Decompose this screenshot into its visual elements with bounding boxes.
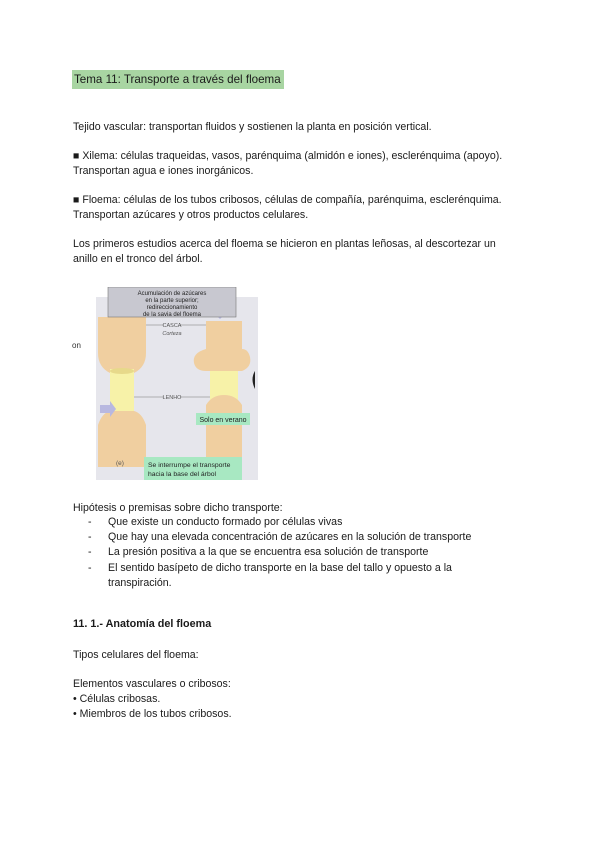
svg-text:hacia la base del árbol: hacia la base del árbol [148, 471, 217, 478]
tipos-paragraph: Tipos celulares del floema: [73, 649, 199, 661]
left-trunk-top [98, 317, 146, 353]
list-item: - La presión positiva a la que se encuentra esa solución de transporte [88, 545, 508, 560]
page-title: Tema 11: Transporte a través del floema [72, 70, 284, 89]
dash-marker: - [88, 531, 92, 544]
svg-text:Acumulación de azúcares: Acumulación de azúcares [137, 291, 207, 297]
section-heading: 11. 1.- Anatomía del floema [73, 618, 212, 630]
estudios-line-2: anillo en el tronco del árbol. [73, 253, 203, 265]
dash-marker: - [88, 546, 92, 559]
girdling-figure [72, 287, 258, 480]
dash-marker: - [88, 561, 92, 574]
bullet-celulas-cribosas: • Células cribosas. [73, 693, 161, 705]
figure-side-text: on [72, 341, 81, 350]
dash-marker: - [88, 516, 92, 528]
floema-line-2: Transportan azúcares y otros productos celulares. [73, 209, 309, 221]
xilema-line-2: Transportan agua e iones inorgánicos. [73, 165, 254, 177]
bullet-tubos-cribosos: • Miembros de los tubos cribosos. [73, 708, 232, 720]
svg-text:redireccionamiento: redireccionamiento [146, 305, 198, 311]
svg-text:de la savia del floema: de la savia del floema [142, 312, 202, 318]
verano-label: Solo en verano [199, 417, 247, 424]
xilema-line-1: ■ Xilema: células traqueidas, vasos, parénquima (almidón e iones), esclerénquima (apoyo). [73, 150, 503, 162]
elementos-paragraph: Elementos vasculares o cribosos: [73, 678, 231, 690]
floema-line-1: ■ Floema: células de los tubos cribosos, células de compañía, parénquima, esclerénquima. [73, 194, 502, 206]
label-corteza: Corteza [162, 331, 182, 337]
label-lenho: LENHO [162, 395, 182, 401]
right-trunk-swelling [194, 349, 251, 371]
svg-text:en la parte superior;: en la parte superior; [145, 298, 199, 304]
estudios-line-1: Los primeros estudios acerca del floema se hicieron en plantas leñosas, al descortezar un [73, 238, 496, 250]
panel-letter: (e) [116, 460, 124, 467]
label-casca: CASCA [162, 323, 182, 329]
list-item: - Que hay una elevada concentración de azúcares en la solución de transporte [88, 530, 508, 545]
svg-text:Se interrumpe el transporte: Se interrumpe el transporte [148, 462, 231, 469]
list-item-continuation: transpiración. [108, 576, 172, 589]
hipotesis-list [88, 515, 508, 591]
list-item: - El sentido basípeto de dicho transporte en la base del tallo y opuesto a la [88, 561, 508, 576]
intro-paragraph: Tejido vascular: transportan fluidos y sostienen la planta en posición vertical. [73, 121, 432, 133]
list-item: - Que existe un conducto formado por células vivas [88, 515, 508, 530]
hipotesis-heading: Hipótesis o premisas sobre dicho transporte: [73, 502, 283, 514]
